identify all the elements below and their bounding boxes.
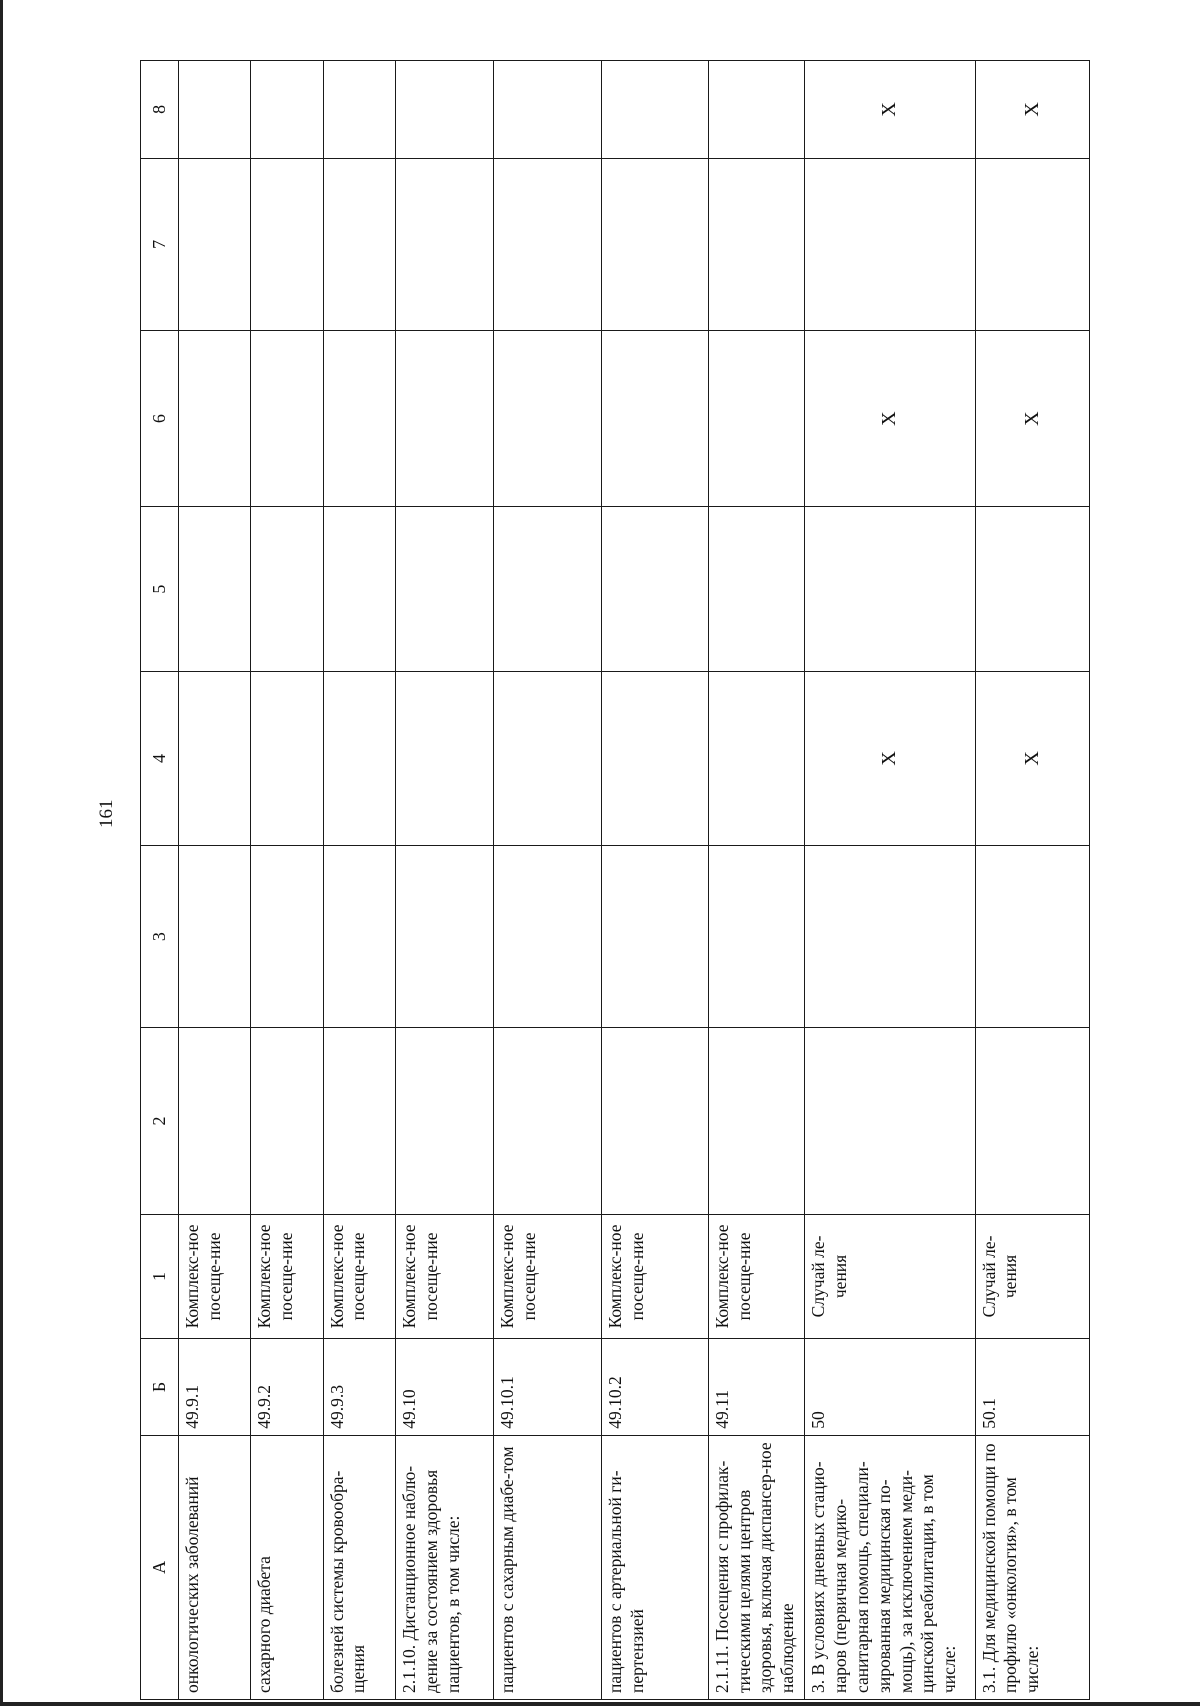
row-code-cell: 49.9.2 [251, 1339, 323, 1436]
col4-cell [602, 671, 708, 845]
col4-cell [708, 671, 804, 845]
col8-cell [179, 61, 251, 159]
header-cell: 8 [141, 61, 179, 159]
col3-cell [323, 846, 395, 1028]
col8-cell: Х [805, 61, 976, 159]
unit-cell: Комплекс-ное посеще-ние [179, 1214, 251, 1338]
header-cell: 6 [141, 330, 179, 507]
col6-cell [251, 330, 323, 507]
col6-cell [708, 330, 804, 507]
left-border-line [0, 0, 3, 1706]
col5-cell [323, 507, 395, 671]
col7-cell [805, 158, 976, 330]
col5-cell [975, 507, 1089, 671]
header-cell: А [141, 1435, 179, 1699]
header-cell: 4 [141, 671, 179, 845]
col8-cell [395, 61, 493, 159]
table-row [395, 61, 493, 1700]
col4-cell [179, 671, 251, 845]
row-name-cell: пациентов с сахарным диабе-том [494, 1435, 602, 1699]
table-row [323, 61, 395, 1700]
col7-cell [708, 158, 804, 330]
header-row [141, 61, 179, 1700]
col4-cell: Х [805, 671, 976, 845]
col6-cell: Х [975, 330, 1089, 507]
col5-cell [602, 507, 708, 671]
col8-cell [251, 61, 323, 159]
row-code-cell: 49.10.1 [494, 1339, 602, 1436]
col8-cell [323, 61, 395, 159]
col7-cell [395, 158, 493, 330]
row-name-cell: 2.1.11. Посещения с профилак-тическими целями центров здоровья, включая диспансер-ное наблюдение [708, 1435, 804, 1699]
col8-cell: Х [975, 61, 1089, 159]
col3-cell [251, 846, 323, 1028]
col5-cell [805, 507, 976, 671]
table-body [141, 61, 1090, 1700]
row-name-cell: онкологических заболеваний [179, 1435, 251, 1699]
row-name-cell: пациентов с артериальной ги-пертензией [602, 1435, 708, 1699]
table-row [179, 61, 251, 1700]
col7-cell [494, 158, 602, 330]
col3-cell [494, 846, 602, 1028]
col2-cell [251, 1028, 323, 1215]
col3-cell [179, 846, 251, 1028]
col7-cell [179, 158, 251, 330]
col5-cell [179, 507, 251, 671]
table-row [975, 61, 1089, 1700]
col3-cell [395, 846, 493, 1028]
col6-cell [323, 330, 395, 507]
col4-cell [494, 671, 602, 845]
col2-cell [975, 1028, 1089, 1215]
col2-cell [805, 1028, 976, 1215]
col3-cell [708, 846, 804, 1028]
row-code-cell: 49.9.1 [179, 1339, 251, 1436]
table-row [251, 61, 323, 1700]
col8-cell [708, 61, 804, 159]
col6-cell [494, 330, 602, 507]
col4-cell [251, 671, 323, 845]
unit-cell: Случай ле-чения [975, 1214, 1089, 1338]
table-row [708, 61, 804, 1700]
col5-cell [708, 507, 804, 671]
col5-cell [251, 507, 323, 671]
unit-cell: Комплекс-ное посеще-ние [708, 1214, 804, 1338]
col7-cell [323, 158, 395, 330]
row-name-cell: 2.1.10. Дистанционное наблю-дение за состоянием здоровья пациентов, в том числе: [395, 1435, 493, 1699]
table-row [602, 61, 708, 1700]
col2-cell [602, 1028, 708, 1215]
col2-cell [323, 1028, 395, 1215]
table-row [805, 61, 976, 1700]
col2-cell [395, 1028, 493, 1215]
col7-cell [975, 158, 1089, 330]
table-row [494, 61, 602, 1700]
col6-cell [395, 330, 493, 507]
col8-cell [602, 61, 708, 159]
col3-cell [602, 846, 708, 1028]
row-code-cell: 50 [805, 1339, 976, 1436]
col2-cell [179, 1028, 251, 1215]
row-name-cell: 3. В условиях дневных стацио-наров (первичная медико-санитарная помощь, специали-зированная медицинская по-мощь), за исключением меди-цинской реабилитации, в том числе: [805, 1435, 976, 1699]
row-name-cell: 3.1. Для медицинской помощи по профилю «онкология», в том числе: [975, 1435, 1089, 1699]
header-cell: Б [141, 1339, 179, 1436]
col5-cell [494, 507, 602, 671]
col4-cell: Х [975, 671, 1089, 845]
row-name-cell: болезней системы кровообра-щения [323, 1435, 395, 1699]
page-number: 161 [96, 799, 117, 828]
unit-cell: Комплекс-ное посеще-ние [251, 1214, 323, 1338]
row-code-cell: 50.1 [975, 1339, 1089, 1436]
header-cell: 2 [141, 1028, 179, 1215]
header-cell: 5 [141, 507, 179, 671]
header-cell: 3 [141, 846, 179, 1028]
unit-cell: Случай ле-чения [805, 1214, 976, 1338]
rotated-table-container [140, 60, 1090, 1700]
row-code-cell: 49.9.3 [323, 1339, 395, 1436]
col5-cell [395, 507, 493, 671]
header-cell: 1 [141, 1214, 179, 1338]
col6-cell [602, 330, 708, 507]
col4-cell [323, 671, 395, 845]
unit-cell: Комплекс-ное посеще-ние [395, 1214, 493, 1338]
col3-cell [805, 846, 976, 1028]
col4-cell [395, 671, 493, 845]
col3-cell [975, 846, 1089, 1028]
col2-cell [708, 1028, 804, 1215]
row-name-cell: сахарного диабета [251, 1435, 323, 1699]
unit-cell: Комплекс-ное посеще-ние [323, 1214, 395, 1338]
header-cell: 7 [141, 158, 179, 330]
col7-cell [602, 158, 708, 330]
row-code-cell: 49.10 [395, 1339, 493, 1436]
unit-cell: Комплекс-ное посеще-ние [494, 1214, 602, 1338]
row-code-cell: 49.10.2 [602, 1339, 708, 1436]
col7-cell [251, 158, 323, 330]
col6-cell [179, 330, 251, 507]
col2-cell [494, 1028, 602, 1215]
unit-cell: Комплекс-ное посеще-ние [602, 1214, 708, 1338]
col8-cell [494, 61, 602, 159]
row-code-cell: 49.11 [708, 1339, 804, 1436]
data-table [140, 60, 1090, 1700]
col6-cell: Х [805, 330, 976, 507]
bottom-border-line [0, 1702, 1200, 1706]
